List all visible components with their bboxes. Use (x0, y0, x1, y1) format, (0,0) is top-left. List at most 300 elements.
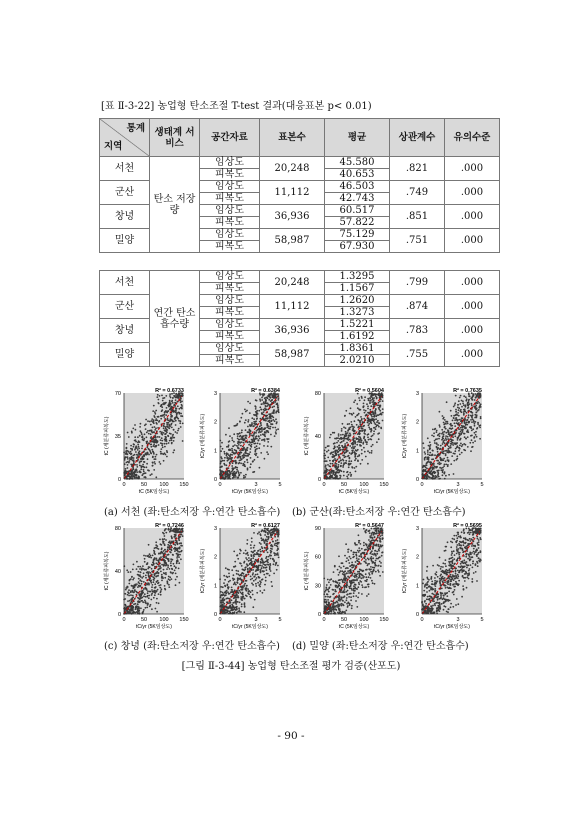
scatter-point (467, 404, 469, 406)
scatter-point (131, 600, 133, 602)
scatter-point (382, 412, 384, 414)
scatter-point (179, 422, 181, 424)
scatter-point (140, 468, 142, 470)
scatter-point (334, 591, 336, 593)
scatter-point (157, 580, 159, 582)
scatter-point (330, 584, 332, 586)
scatter-point (167, 425, 169, 427)
scatter-point (439, 457, 441, 459)
scatter-point (154, 594, 156, 596)
scatter-point (259, 549, 261, 551)
scatter-point (325, 447, 327, 449)
scatter-point (453, 442, 455, 444)
scatter-point (343, 440, 345, 442)
spatial-cell: 피복도 (200, 169, 260, 181)
scatter-plot-changnyeong-storage (100, 520, 190, 638)
scatter-point (166, 412, 168, 414)
scatter-point (344, 589, 346, 591)
scatter-point (277, 428, 279, 430)
scatter-point (156, 442, 158, 444)
scatter-point (151, 473, 153, 475)
scatter-point (277, 554, 279, 556)
scatter-point (339, 612, 341, 614)
scatter-point (166, 443, 168, 445)
scatter-point (452, 444, 454, 446)
scatter-point (138, 585, 140, 587)
x-axis-label: tC/yr (5K임상도) (136, 624, 172, 630)
scatter-point (262, 571, 264, 573)
scatter-point (152, 555, 154, 557)
scatter-point (268, 399, 270, 401)
scatter-point (379, 410, 381, 412)
scatter-point (127, 467, 129, 469)
scatter-point (242, 572, 244, 574)
spatial-cell: 피복도 (200, 217, 260, 229)
scatter-point (159, 395, 161, 397)
scatter-point (460, 431, 462, 433)
scatter-point (229, 457, 231, 459)
scatter-point (244, 583, 246, 585)
scatter-point (175, 584, 177, 586)
scatter-point (443, 465, 445, 467)
scatter-point (158, 565, 160, 567)
scatter-point (250, 547, 252, 549)
scatter-point (161, 395, 163, 397)
scatter-point (232, 469, 234, 471)
scatter-point (267, 441, 269, 443)
scatter-point (450, 445, 452, 447)
scatter-point (227, 597, 229, 599)
scatter-point (273, 409, 275, 411)
scatter-point (138, 578, 140, 580)
scatter-point (235, 466, 237, 468)
scatter-point (328, 450, 330, 452)
scatter-point (340, 437, 342, 439)
scatter-point (356, 557, 358, 559)
scatter-point (275, 433, 277, 435)
scatter-point (150, 433, 152, 435)
scatter-point (433, 463, 435, 465)
scatter-point (374, 550, 376, 552)
scatter-point (133, 591, 135, 593)
scatter-point (371, 532, 373, 534)
scatter-point (237, 447, 239, 449)
scatter-point (250, 576, 252, 578)
scatter-point (372, 403, 374, 405)
scatter-point (354, 431, 356, 433)
scatter-point (357, 456, 359, 458)
scatter-point (343, 471, 345, 473)
scatter-point (138, 448, 140, 450)
scatter-point (165, 433, 167, 435)
scatter-point (223, 582, 225, 584)
scatter-point (136, 447, 138, 449)
scatter-point (340, 459, 342, 461)
scatter-point (178, 556, 180, 558)
scatter-point (228, 454, 230, 456)
scatter-point (354, 542, 356, 544)
scatter-point (244, 569, 246, 571)
scatter-point (175, 410, 177, 412)
scatter-point (160, 448, 162, 450)
scatter-point (178, 562, 180, 564)
scatter-point (342, 591, 344, 593)
scatter-point (431, 454, 433, 456)
scatter-point (175, 399, 177, 401)
scatter-point (126, 471, 128, 473)
scatter-point (150, 599, 152, 601)
scatter-point (425, 475, 427, 477)
scatter-point (360, 463, 362, 465)
scatter-point (363, 447, 365, 449)
scatter-point (463, 411, 465, 413)
scatter-point (375, 533, 377, 535)
scatter-point (472, 442, 474, 444)
scatter-point (267, 445, 269, 447)
scatter-point (174, 418, 176, 420)
scatter-point (469, 442, 471, 444)
y-tick-label: 2 (213, 419, 217, 426)
scatter-point (226, 601, 228, 603)
scatter-point (148, 583, 150, 585)
scatter-point (127, 458, 129, 460)
scatter-point (255, 585, 257, 587)
scatter-point (351, 452, 353, 454)
scatter-point (163, 460, 165, 462)
scatter-point (131, 432, 133, 434)
scatter-point (255, 583, 257, 585)
scatter-point (363, 542, 365, 544)
scatter-point (354, 467, 356, 469)
scatter-point (234, 597, 236, 599)
scatter-point (238, 455, 240, 457)
scatter-point (265, 580, 267, 582)
scatter-point (468, 406, 470, 408)
scatter-point (136, 611, 138, 613)
scatter-point (451, 415, 453, 417)
scatter-point (169, 401, 171, 403)
scatter-point (255, 570, 257, 572)
scatter-point (142, 464, 144, 466)
scatter-point (365, 549, 367, 551)
scatter-point (355, 471, 357, 473)
scatter-point (242, 413, 244, 415)
scatter-point (257, 573, 259, 575)
scatter-point (145, 601, 147, 603)
scatter-point (155, 410, 157, 412)
scatter-point (243, 439, 245, 441)
scatter-point (132, 428, 134, 430)
scatter-point (266, 451, 268, 453)
scatter-point (145, 569, 147, 571)
scatter-point (260, 537, 262, 539)
scatter-point (457, 414, 459, 416)
scatter-point (125, 456, 127, 458)
scatter-point (370, 395, 372, 397)
scatter-point (233, 475, 235, 477)
scatter-point (245, 419, 247, 421)
scatter-point (152, 456, 154, 458)
scatter-point (455, 395, 457, 397)
scatter-point (370, 543, 372, 545)
scatter-point (232, 579, 234, 581)
y-axis-label: tC/yr (세분류피복도) (200, 413, 206, 459)
scatter-point (171, 439, 173, 441)
scatter-point (240, 463, 242, 465)
scatter-point (375, 571, 377, 573)
scatter-point (466, 424, 468, 426)
y-tick-label: 3 (213, 526, 217, 532)
scatter-point (224, 474, 226, 476)
scatter-point (161, 547, 163, 549)
scatter-point (162, 446, 164, 448)
scatter-point (272, 546, 274, 548)
scatter-point (472, 446, 474, 448)
scatter-point (158, 572, 160, 574)
region-cell: 창녕 (100, 205, 150, 229)
scatter-point (164, 588, 166, 590)
scatter-point (334, 589, 336, 591)
scatter-point (240, 611, 242, 613)
scatter-point (456, 430, 458, 432)
scatter-point (274, 553, 276, 555)
scatter-point (251, 422, 253, 424)
x-axis-label: tC/yr (5K임상도) (232, 624, 268, 630)
scatter-point (242, 569, 244, 571)
scatter-point (237, 433, 239, 435)
scatter-point (129, 612, 131, 614)
scatter-point (173, 536, 175, 538)
scatter-point (441, 433, 443, 435)
scatter-point (144, 453, 146, 455)
scatter-point (264, 534, 266, 536)
scatter-point (260, 534, 262, 536)
scatter-point (156, 545, 158, 547)
scatter-point (247, 442, 249, 444)
scatter-point (475, 431, 477, 433)
scatter-point (433, 471, 435, 473)
scatter-point (474, 399, 476, 401)
y-tick-label: 80 (314, 391, 321, 397)
scatter-point (365, 573, 367, 575)
scatter-point (453, 473, 455, 475)
scatter-point (427, 475, 429, 477)
scatter-point (175, 542, 177, 544)
scatter-point (373, 433, 375, 435)
scatter-point (172, 421, 174, 423)
scatter-point (441, 459, 443, 461)
scatter-point (249, 424, 251, 426)
scatter-point (444, 442, 446, 444)
scatter-point (160, 418, 162, 420)
scatter-point (152, 462, 154, 464)
scatter-point (335, 471, 337, 473)
scatter-point (273, 397, 275, 399)
scatter-point (353, 412, 355, 414)
scatter-point (137, 609, 139, 611)
scatter-point (165, 539, 167, 541)
scatter-point (326, 469, 328, 471)
scatter-point (169, 440, 171, 442)
scatter-point (139, 594, 141, 596)
scatter-point (223, 603, 225, 605)
scatter-point (432, 475, 434, 477)
scatter-point (358, 408, 360, 410)
scatter-point (431, 477, 433, 479)
scatter-point (239, 421, 241, 423)
scatter-point (173, 440, 175, 442)
scatter-point (374, 562, 376, 564)
scatter-point (453, 406, 455, 408)
scatter-point (353, 551, 355, 553)
scatter-point (427, 451, 429, 453)
scatter-point (266, 544, 268, 546)
scatter-point (163, 426, 165, 428)
scatter-point (351, 426, 353, 428)
scatter-point (258, 432, 260, 434)
scatter-point (352, 557, 354, 559)
scatter-point (266, 566, 268, 568)
scatter-point (145, 575, 147, 577)
scatter-point (474, 423, 476, 425)
scatter-point (231, 589, 233, 591)
scatter-point (150, 591, 152, 593)
scatter-point (166, 568, 168, 570)
scatter-point (440, 445, 442, 447)
scatter-point (429, 441, 431, 443)
scatter-point (264, 397, 266, 399)
scatter-point (257, 550, 259, 552)
scatter-point (459, 439, 461, 441)
scatter-point (151, 430, 153, 432)
scatter-point (168, 410, 170, 412)
scatter-point (382, 420, 384, 422)
scatter-point (442, 459, 444, 461)
scatter-point (250, 554, 252, 556)
table-row (100, 271, 500, 283)
scatter-point (463, 413, 465, 415)
scatter-point (240, 417, 242, 419)
scatter-point (228, 444, 230, 446)
scatter-point (176, 548, 178, 550)
scatter-point (346, 597, 348, 599)
scatter-point (369, 574, 371, 576)
scatter-point (228, 573, 230, 575)
scatter-point (344, 415, 346, 417)
scatter-point (150, 572, 152, 574)
scatter-point (221, 442, 223, 444)
scatter-point (352, 573, 354, 575)
header-region: 지역 (104, 141, 123, 152)
scatter-point (142, 601, 144, 603)
scatter-point (152, 451, 154, 453)
scatter-point (261, 439, 263, 441)
scatter-point (134, 424, 136, 426)
x-axis-label: tC/yr (5K임상도) (232, 489, 268, 495)
scatter-point (268, 438, 270, 440)
scatter-point (372, 435, 374, 437)
scatter-point (278, 397, 280, 399)
scatter-point (351, 414, 353, 416)
scatter-point (456, 459, 458, 461)
scatter-point (277, 399, 279, 401)
scatter-point (177, 555, 179, 557)
scatter-point (158, 444, 160, 446)
scatter-plot-changnyeong-sequestration (196, 520, 286, 638)
spatial-cell: 임상도 (200, 205, 260, 217)
scatter-point (265, 557, 267, 559)
scatter-point (274, 536, 276, 538)
scatter-point (339, 566, 341, 568)
corr-cell: .821 (390, 157, 445, 181)
scatter-point (133, 564, 135, 566)
scatter-point (340, 598, 342, 600)
scatter-point (349, 603, 351, 605)
x-tick-label: 100 (159, 482, 169, 488)
scatter-point (260, 434, 262, 436)
scatter-point (256, 400, 258, 402)
scatter-point (153, 590, 155, 592)
r2-label: R² = 0.7635 (453, 388, 482, 394)
scatter-point (239, 549, 241, 551)
scatter-point (240, 445, 242, 447)
scatter-point (366, 595, 368, 597)
scatter-point (156, 598, 158, 600)
scatter-point (347, 423, 349, 425)
scatter-point (376, 421, 378, 423)
scatter-point (180, 413, 182, 415)
scatter-point (475, 421, 477, 423)
scatter-point (148, 595, 150, 597)
scatter-point (140, 471, 142, 473)
scatter-point (251, 417, 253, 419)
scatter-point (247, 431, 249, 433)
scatter-point (348, 429, 350, 431)
scatter-point (254, 599, 256, 601)
scatter-point (241, 589, 243, 591)
scatter-point (468, 414, 470, 416)
scatter-point (157, 575, 159, 577)
scatter-point (349, 457, 351, 459)
scatter-point (436, 431, 438, 433)
scatter-point (360, 416, 362, 418)
scatter-point (243, 598, 245, 600)
corr-cell: .851 (390, 205, 445, 229)
scatter-point (131, 576, 133, 578)
scatter-point (236, 570, 238, 572)
scatter-point (163, 572, 165, 574)
scatter-point (236, 606, 238, 608)
scatter-point (358, 592, 360, 594)
scatter-point (141, 567, 143, 569)
y-tick-label: 2 (415, 419, 419, 426)
scatter-point (369, 530, 371, 532)
scatter-point (264, 428, 266, 430)
scatter-point (234, 582, 236, 584)
scatter-point (177, 405, 179, 407)
scatter-point (171, 537, 173, 539)
scatter-point (341, 441, 343, 443)
scatter-point (370, 399, 372, 401)
scatter-point (373, 427, 375, 429)
scatter-point (379, 405, 381, 407)
scatter-point (136, 471, 138, 473)
scatter-point (247, 539, 249, 541)
scatter-point (333, 571, 335, 573)
scatter-point (266, 430, 268, 432)
scatter-point (221, 466, 223, 468)
scatter-point (273, 559, 275, 561)
